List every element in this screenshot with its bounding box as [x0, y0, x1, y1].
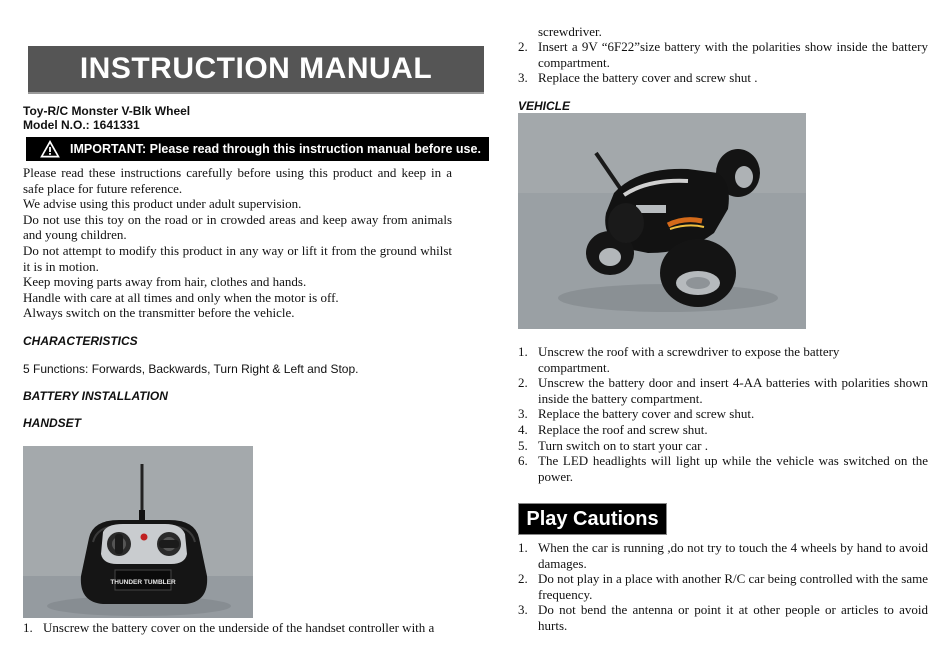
vehicle-illustration — [518, 113, 806, 329]
list-item: 3. Replace the battery cover and screw shut. — [518, 406, 755, 422]
handset-photo — [23, 446, 253, 618]
important-notice-bar — [26, 137, 489, 161]
intro-line: Please read these instructions carefully before using this product and keep in a safe place for future reference. — [23, 165, 452, 196]
play-cautions-banner — [518, 503, 667, 535]
product-info — [23, 104, 190, 132]
list-item: 1. Unscrew the roof with a screwdriver to expose the battery compartment. — [518, 344, 840, 375]
list-item: 6. The LED headlights will light up while the vehicle was switched on the power. — [518, 453, 928, 484]
list-item: 3. Replace the battery cover and screw shut . — [518, 70, 758, 86]
product-model: Model N.O.: 1641331 — [23, 118, 140, 132]
intro-paragraph — [23, 165, 452, 321]
list-item: 5. Turn switch on to start your car . — [518, 437, 708, 453]
manual-title: INSTRUCTION MANUAL — [79, 52, 433, 85]
list-item: 1. Unscrew the battery cover on the underside of the handset controller with a — [23, 620, 435, 635]
characteristics-heading: CHARACTERISTICS — [23, 334, 138, 348]
handset-step1-continued: screwdriver. — [538, 24, 602, 39]
vehicle-heading: VEHICLE — [518, 99, 571, 113]
handset-label: THUNDER TUMBLER — [110, 579, 176, 586]
list-item: 1. When the car is running ,do not try to touch the 4 wheels by hand to avoid damages. — [518, 540, 928, 571]
intro-line: We advise using this product under adult supervision. — [23, 196, 302, 212]
list-item: 2. Insert a 9V “6F22”size battery with the polarities show inside the battery compartment. — [518, 39, 928, 70]
handset-steps — [518, 39, 928, 86]
product-name: Toy-R/C Monster V-Blk Wheel — [23, 104, 191, 118]
warning-icon — [40, 140, 60, 158]
play-cautions-title: Play Cautions — [526, 507, 659, 530]
intro-line: Do not attempt to modify this product in any way or lift it from the ground whilst it is in motion. — [23, 242, 452, 274]
intro-line: Always switch on the transmitter before the vehicle. — [23, 305, 295, 321]
list-item: 4. Replace the roof and screw shut. — [518, 421, 708, 437]
list-item: 3. Do not bend the antenna or point it at other people or articles to avoid hurts. — [518, 602, 928, 633]
handset-steps-first — [23, 620, 453, 636]
intro-line: Handle with care at all times and only when the motor is off. — [23, 289, 339, 305]
characteristics-text: 5 Functions: Forwards, Backwards, Turn Right & Left and Stop. — [23, 362, 359, 376]
list-item: 2. Do not play in a place with another R/C car being controlled with the same frequency. — [518, 571, 928, 602]
battery-installation-heading: BATTERY INSTALLATION — [23, 389, 168, 403]
vehicle-photo — [518, 113, 806, 329]
caution-steps — [518, 540, 928, 634]
intro-line: Keep moving parts away from hair, clothes and hands. — [23, 274, 307, 290]
list-item: 2. Unscrew the battery door and insert 4-AA batteries with polarities shown inside the battery compartment. — [518, 375, 928, 406]
manual-title-banner — [28, 46, 484, 94]
handset-illustration — [23, 446, 253, 618]
important-notice-text: IMPORTANT: Please read through this instruction manual before use. — [70, 142, 481, 156]
handset-heading: HANDSET — [23, 416, 82, 430]
vehicle-steps — [518, 344, 928, 484]
intro-line: Do not use this toy on the road or in crowded areas and keep away from animals and young children. — [23, 211, 452, 243]
